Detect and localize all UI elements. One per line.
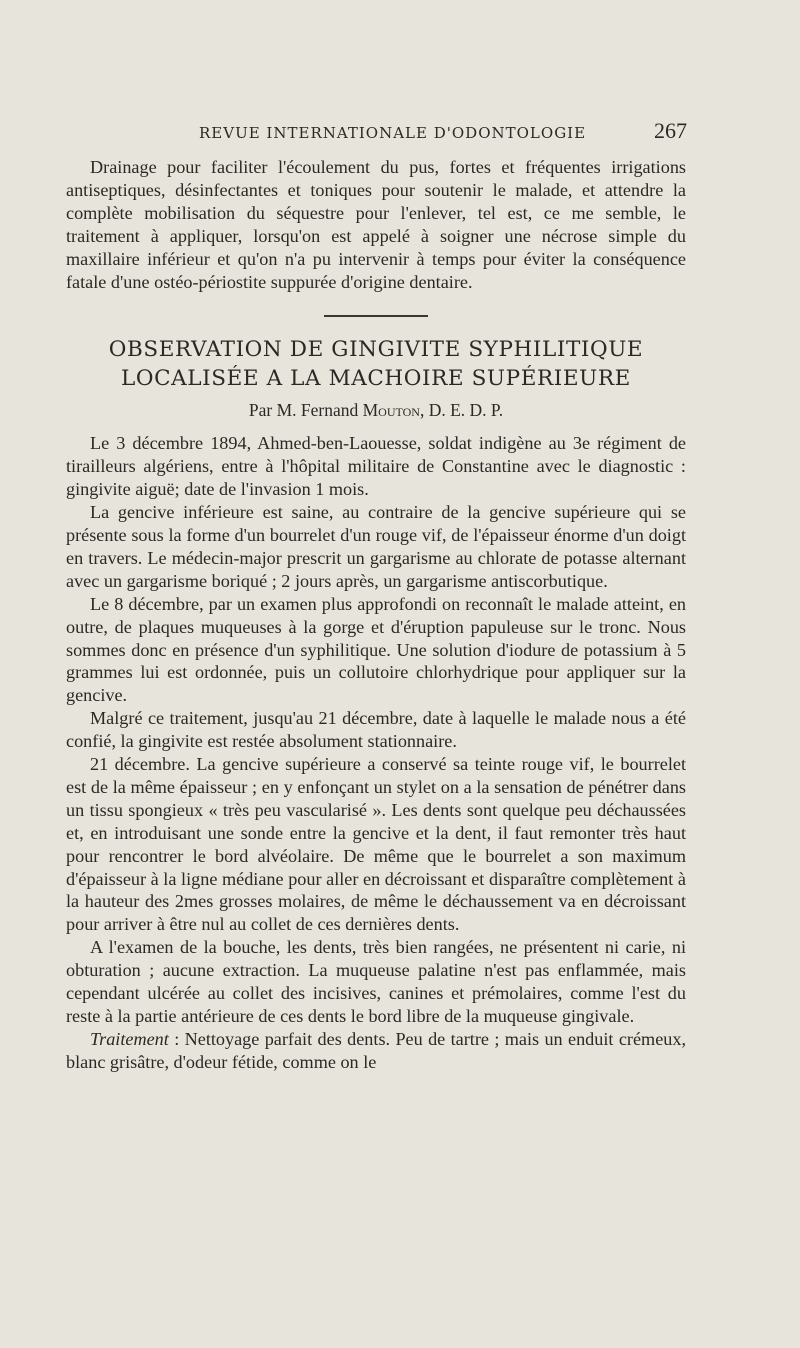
journal-title: REVUE INTERNATIONALE D'ODONTOLOGIE xyxy=(199,124,587,142)
running-header xyxy=(66,118,687,144)
treatment-label: Traitement xyxy=(90,1028,169,1049)
article-title-line-1: OBSERVATION DE GINGIVITE SYPHILITIQUE xyxy=(108,337,644,363)
article-paragraph: Malgré ce traitement, jusqu'au 21 décembre, date à laquelle le malade nous a été confié, la gingivite est restée absolument stationnaire. xyxy=(66,708,686,752)
article-paragraph: A l'examen de la bouche, les dents, très bien rangées, ne présentent ni carie, ni obturation ; aucune extraction. La muqueuse palatine n'est pas enflammée, mais cependant ulcérée au collet des incisives, canines et prémolaires, comme l'est du reste à la partie antérieure de ces dents le bord libre de la muqueuse gingivale. xyxy=(66,937,686,1026)
article-paragraph: 21 décembre. La gencive supérieure a conservé sa teinte rouge vif, le bourrelet est de la même épaisseur ; en y enfonçant un stylet on a la sensation de pénétrer dans un tissu spongieux « très peu vascularisé ». Les dents sont quelque peu déchaussées et, en introduisant une sonde entre la gencive et la dent, il faut remonter très haut pour rencontrer le bord alvéolaire. De même que le bourrelet a son maximum d'épaisseur à la ligne médiane pour aller en décroissant et disparaître complètement à la hauteur des 2mes grosses molaires, de même le déchaussement va en décroissant pour arriver à être nul au collet de ces dernières dents. xyxy=(66,754,686,935)
byline-suffix: , D. E. D. P. xyxy=(419,400,504,421)
article-paragraph: La gencive inférieure est saine, au contraire de la gencive supérieure qui se présente sous la forme d'un bourrelet d'un rouge vif, de l'épaisseur énorme d'un doigt en travers. Le médecin-major prescrit un gargarisme au chlorate de potasse alternant avec un gargarisme boriqué ; 2 jours après, un gargarisme antiscorbutique. xyxy=(66,502,686,591)
treatment-text: : Nettoyage parfait des dents. Peu de tartre ; mais un enduit crémeux, blanc grisâtre, d'odeur fétide, comme on le xyxy=(66,1028,686,1072)
article-body xyxy=(66,432,686,1073)
article-byline xyxy=(66,399,686,422)
article-paragraph: Le 3 décembre 1894, Ahmed-ben-Laouesse, soldat indigène au 3e régiment de tirailleurs algériens, entre à l'hôpital militaire de Constantine avec le diagnostic : gingivite aiguë; date de l'invasion 1 mois. xyxy=(66,433,686,500)
article-paragraph-treatment xyxy=(66,1028,686,1074)
page-body xyxy=(66,156,686,1074)
author-name: Mouton xyxy=(362,400,420,421)
article-title xyxy=(56,335,696,393)
article-title-line-2: LOCALISÉE A LA MACHOIRE SUPÉRIEURE xyxy=(121,366,631,392)
article-paragraph: Le 8 décembre, par un examen plus approfondi on reconnaît le malade atteint, en outre, de plaques muqueuses à la gorge et d'éruption papuleuse sur le tronc. Nous sommes donc en présence d'un syphilitique. Une solution d'iodure de potassium à 5 grammes lui est ordonnée, puis un collutoire chlorhydrique pour appliquer sur la gencive. xyxy=(66,593,686,706)
byline-prefix: Par M. Fernand xyxy=(248,400,359,421)
intro-paragraph: Drainage pour faciliter l'écoulement du pus, fortes et fréquentes irrigations antiseptiques, désinfectantes et toniques pour soutenir le malade, et attendre la complète mobilisation du séquestre pour l'enlever, tel est, ce me semble, le traitement à appliquer, lorsqu'on est appelé à soigner une nécrose simple du maxillaire inférieur et qu'on n'a pu intervenir à temps pour éviter la conséquence fatale d'une ostéo-périostite suppurée d'origine dentaire. xyxy=(66,157,686,292)
page-number: 267 xyxy=(654,118,687,143)
section-divider xyxy=(324,315,428,317)
